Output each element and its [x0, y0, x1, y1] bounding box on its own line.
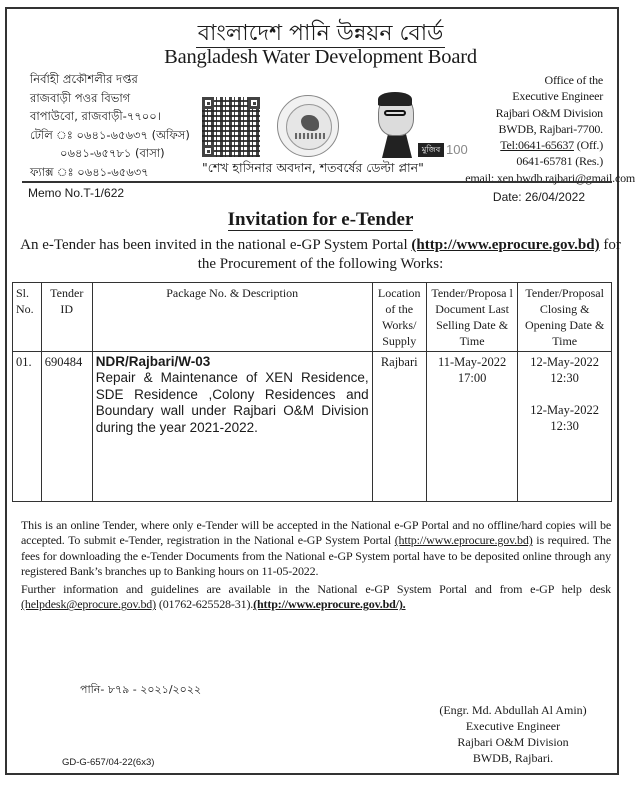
memo-number: Memo No.T-1/622 — [28, 186, 125, 200]
residence-phone: 0641-65781 (Res.) — [516, 154, 603, 169]
closing-date: 12-May-2022 — [530, 355, 600, 369]
gd-code: GD-G-657/04-22(6x3) — [62, 757, 155, 768]
paragraph-online-tender: This is an online Tender, where only e-Tender will be accepted in the National e-GP Portal and no offline/hard copies will be accepted. To submit e-Tender, registration in the National e-GP System Portal (http://www.eprocure.gov.bd) is required. The fees for downloading the e-Tender Documents from the National e-GP System portal have to be deposited online through any registered Bank’s branches up to Banking hours on 11-05-2022. — [21, 518, 611, 579]
cell-last-selling: 11-May-2022 17:00 — [426, 352, 517, 502]
signatory-name: (Engr. Md. Abdullah Al Amin) — [439, 703, 587, 717]
bangla-reference-number: পানি- ৮৭৯ - ২০২১/২০২২ — [80, 683, 202, 696]
address-line: নির্বাহী প্রকৌশলীর দপ্তর — [30, 72, 138, 86]
english-org-title: Bangladesh Water Development Board — [164, 46, 477, 68]
header-location: Location of the Works/ Supply — [372, 283, 426, 352]
address-line: ফ্যাক্স ঃ ০৬৪১-৬৫৬৩৭ — [30, 164, 149, 179]
portrait-icon — [370, 92, 422, 158]
bangla-address-block — [30, 70, 190, 181]
header-sl-no: Sl. No. — [13, 283, 42, 352]
paragraph-further-info: Further information and guidelines are available in the National e-GP System Portal and from e-GP help desk (helpdesk@eprocure.gov.bd) (01762-625528-31).(http://www.eprocure.gov.bd/). — [21, 582, 611, 612]
signatory-designation: Executive Engineer — [465, 719, 561, 733]
header-package: Package No. & Description — [92, 283, 372, 352]
table-row — [13, 352, 612, 502]
header-tender-id: Tender ID — [41, 283, 92, 352]
address-line: টেলি ঃ ০৬৪১-৬৫৬৩৭ (অফিস) — [30, 127, 190, 142]
opening-date: 12-May-2022 — [530, 403, 600, 417]
header-last-selling: Tender/Proposa l Document Last Selling Date & Time — [426, 283, 517, 352]
closing-time: 12:30 — [550, 371, 579, 385]
eprocure-link[interactable]: (http://www.eprocure.gov.bd) — [394, 533, 533, 548]
slogan: "শেখ হাসিনার অবদান, শতবর্ষের ডেল্টা প্লান" — [202, 160, 424, 175]
address-line: ০৬৪১-৬৫৭৮১ (বাসা) — [60, 146, 165, 160]
cell-sl-no: 01. — [13, 352, 42, 502]
table-header-row — [13, 283, 612, 352]
signatory-division: Rajbari O&M Division — [457, 735, 569, 749]
notice-title: Invitation for e-Tender — [227, 209, 414, 230]
tender-table — [12, 282, 612, 502]
bangla-org-title: বাংলাদেশ পানি উন্নয়ন বোর্ড — [197, 21, 444, 46]
cell-closing-opening — [518, 352, 612, 502]
opening-time: 12:30 — [550, 419, 579, 433]
address-line: রাজবাড়ী পওর বিভাগ — [30, 90, 131, 105]
signature-block — [418, 702, 608, 766]
helpdesk-email-link[interactable]: (helpdesk@eprocure.gov.bd) — [21, 597, 156, 612]
header-closing-opening: Tender/Proposal Closing & Opening Date & Time — [518, 283, 612, 352]
cell-package — [92, 352, 372, 502]
memo-date: Date: 26/04/2022 — [492, 190, 585, 204]
office-phone: Tel:0641-65637 — [500, 138, 574, 153]
package-description: Repair & Maintenance of XEN Residence, SDE Residence ,Colony Residences and Boundary wall under Rajbari O&M Division during the year 2021-2022. — [95, 370, 369, 435]
package-number: NDR/Rajbari/W-03 — [95, 354, 211, 369]
signatory-org: BWDB, Rajbari. — [472, 751, 554, 765]
cell-location: Rajbari — [372, 352, 426, 502]
english-address-block: Office of the Executive Engineer Rajbari O&M Division BWDB, Rajbari-7700. Tel:0641-65637 (Off.) 0641-65781 (Res.) email: xen.bwdb.rajbari@gmail.com — [465, 73, 635, 185]
notice-intro: An e-Tender has been invited in the national e-GP System Portal (http://www.eprocure.gov.bd) for the Procurement of the following Works: — [20, 237, 621, 272]
address-line: বাপাউবো, রাজবাড়ী-৭৭০০। — [30, 109, 161, 123]
qr-code-icon — [202, 97, 260, 157]
email-address: email: xen.bwdb.rajbari@gmail.com — [465, 170, 635, 185]
cell-tender-id: 690484 — [41, 352, 92, 502]
mujib-100-logo: মুজিব 100 — [418, 143, 468, 157]
bwdb-seal-icon — [277, 95, 339, 157]
eprocure-link[interactable]: (http://www.eprocure.gov.bd) — [411, 237, 600, 253]
eprocure-link[interactable]: (http://www.eprocure.gov.bd/). — [253, 597, 406, 612]
header-divider — [22, 181, 612, 183]
